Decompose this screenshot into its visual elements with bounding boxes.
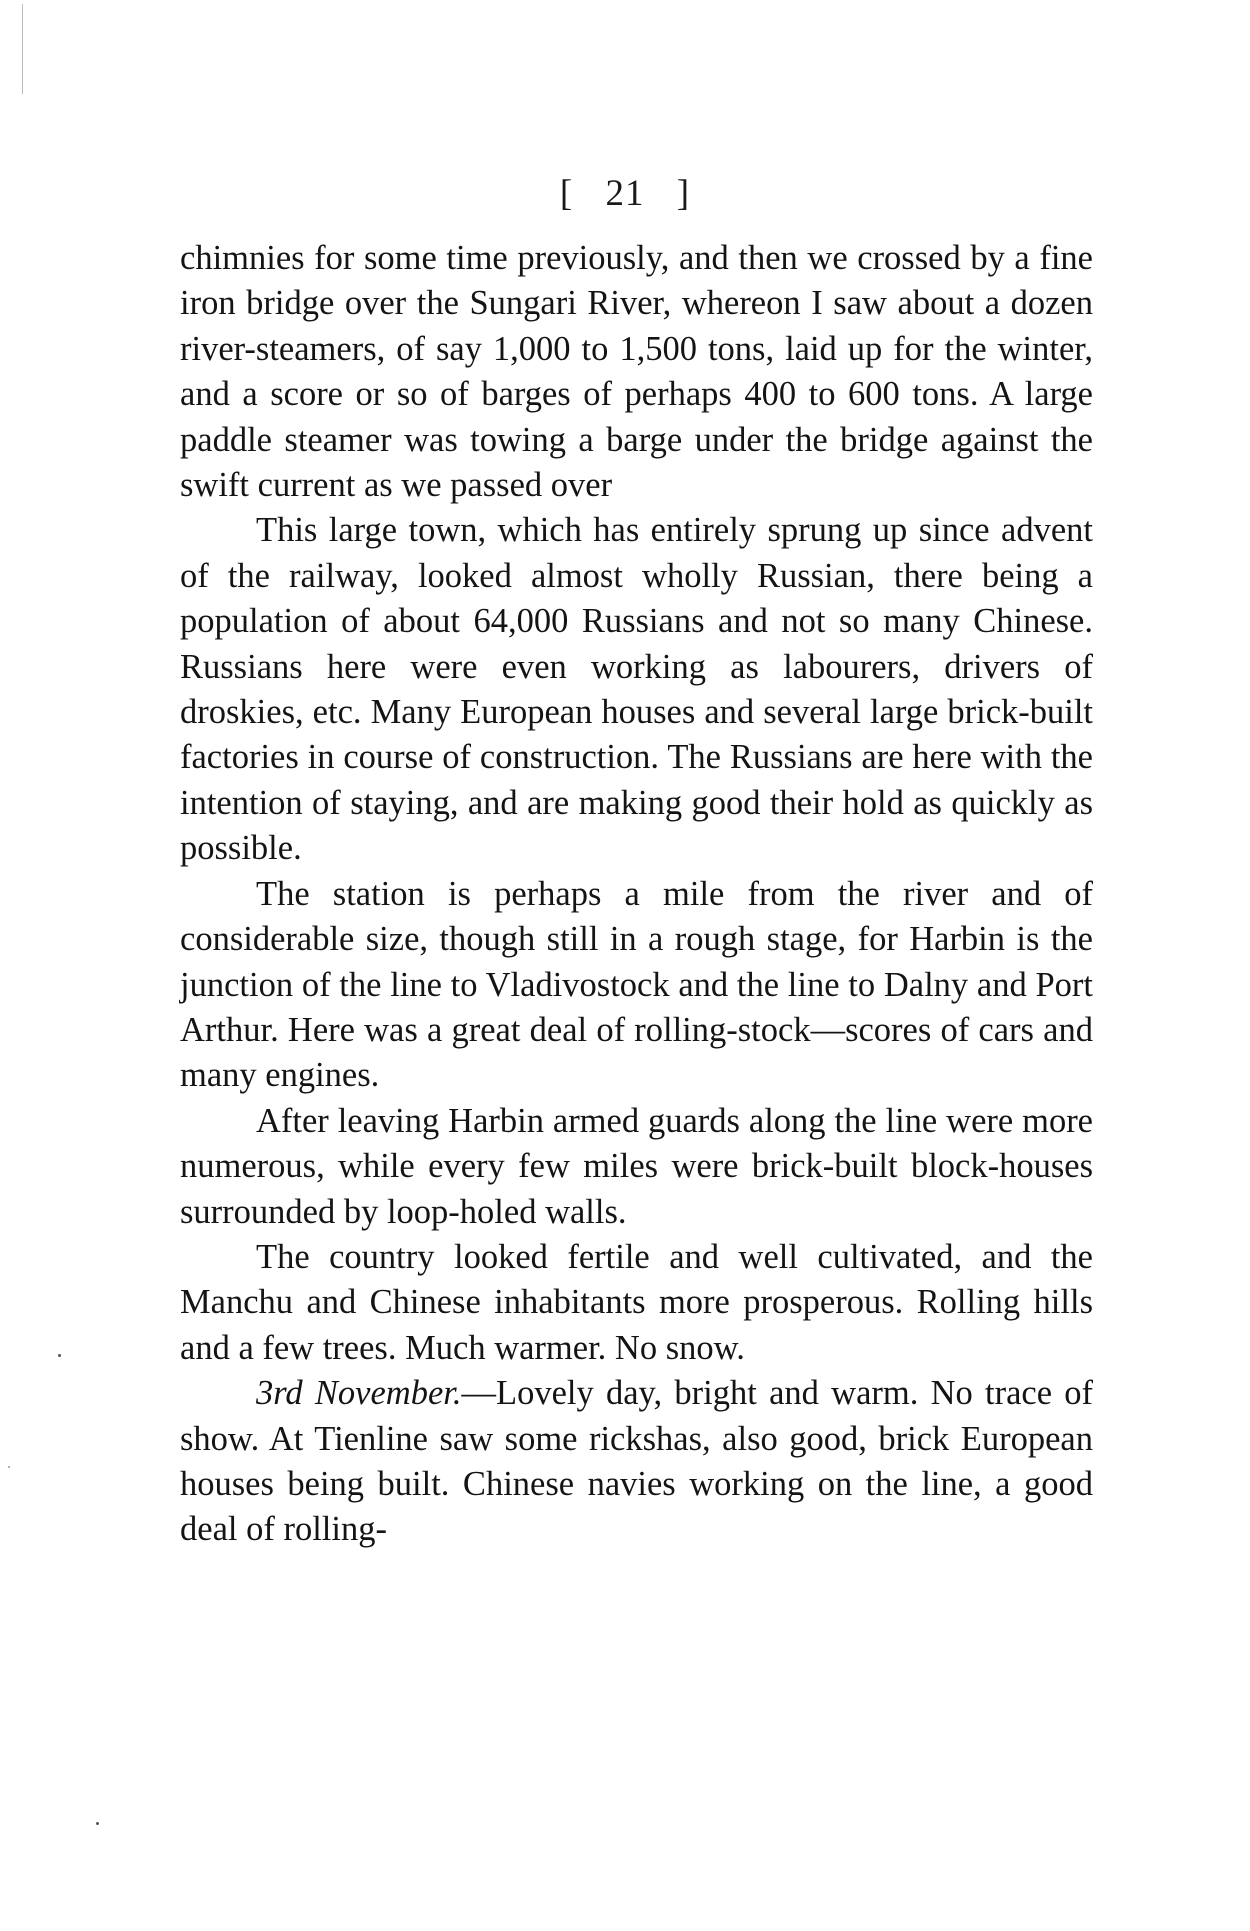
page-number: [ 21 ] (559, 173, 691, 214)
paragraph-2: This large town, which has entirely sprung up since advent of the railway, looked almost wholly Russian, there being a population of about 64,000 Russians and not so many Chinese. Russians here were even working as labourers, drivers of droskies, etc. Many European houses and several large brick-built factories in course of construction. The Russians are here with the intention of staying, and are making good their hold as quickly as possible. (180, 511, 1093, 868)
paragraph-3: The station is perhaps a mile from the river and of considerable size, though still in a rough stage, for Harbin is the junction of the line to Vladivostock and the line to Dalny and Port Arthur. Here was a great deal of rolling-stock—scores of cars and many engines. (180, 874, 1093, 1095)
scan-speck (22, 4, 23, 94)
body-text (180, 236, 1093, 1553)
paragraph-1: chimnies for some time previously, and then we crossed by a fine iron bridge over the Sungari River, whereon I saw about a dozen river-steamers, of say 1,000 to 1,500 tons, laid up for the winter, and a score or so of barges of perhaps 400 to 600 tons. A large paddle steamer was towing a barge under the bridge against the swift current as we passed over (180, 239, 1093, 505)
diary-date: 3rd November. (256, 1374, 462, 1413)
diary-entry-text: —Lovely day, bright and warm. No trace of show. At Tienline saw some rickshas, also good, brick European houses being built. Chinese navies working on the line, a good deal of rolling- (180, 1374, 1093, 1549)
paragraph-6 (180, 1371, 1093, 1553)
scan-speck (58, 1354, 61, 1357)
scan-speck (96, 1822, 99, 1825)
paragraph-4: After leaving Harbin armed guards along the line were more numerous, while every few miles were brick-built block-houses surrounded by loop-holed walls. (180, 1101, 1093, 1231)
paragraph-5: The country looked fertile and well cultivated, and the Manchu and Chinese inhabitants more prosperous. Rolling hills and a few trees. Much warmer. No snow. (180, 1237, 1093, 1367)
scan-speck (8, 1466, 10, 1468)
